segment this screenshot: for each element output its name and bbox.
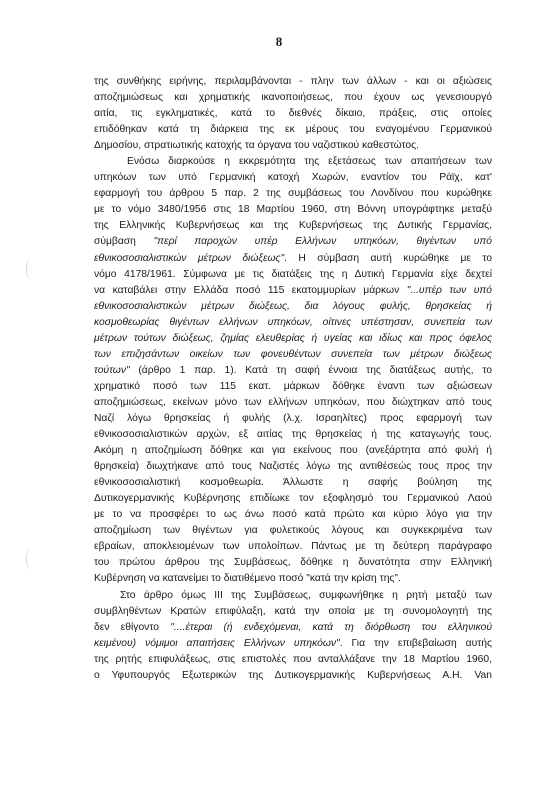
text-line [94,668,492,684]
text-segment: Κυβέρνηση να κατανείμει το διατιθέμενο ποσό "κατά την κρίση της". [94,573,401,585]
text-segment: να καταβάλει στην Ελλάδα ποσό 115 εκατομμυρίων μάρκων [94,284,407,296]
text-line [94,154,492,170]
text-line [94,218,492,234]
text-segment: Ακόμη η αποζημίωση δόθηκε και για εκείνους που (ανεξάρτητα από φυλή ή [94,445,492,457]
text-line [94,331,492,347]
text-line [94,427,492,443]
text-segment: Ενόσω διαρκούσε η εκκρεμότητα της εξετάσεως των απαιτήσεων των [127,156,492,168]
italic-quote-segment: μέτρων τούτων διώξεως, ζημίας ελευθερίας ή υγείας και ιδίως και προς όφελος [94,332,492,344]
body-text [94,74,492,684]
text-segment: αποζημιώσεως, εκείνων μόνο των ελλήνων υπηκόων, που διώχτηκαν από τους [94,396,492,408]
binder-hole-mark [26,258,37,280]
italic-quote-segment: των επιζησάντων οικείων των φονευθέντων συνεπεία των μέτρων διώξεως [94,348,492,360]
text-segment: συμβληθέντων Κρατών επιφύλαξη, κατά την οποία με τη συνομολογητή της [94,605,492,617]
text-line [94,315,492,331]
text-segment: (άρθρο 1 παρ. 1). Κατά τη σαφή έννοια της διατάξεως αυτής, το [129,364,492,376]
text-line [94,283,492,299]
italic-quote-segment: "....έτεραι (ή ενδεχόμεναι, κατά τη διόρθωση του ελληνικού [170,621,492,633]
text-line [94,106,492,122]
text-segment: αιτία, τις εγκληματικές, κατά το διεθνές δίκαιο, πράξεις, στις οποίες [94,108,492,120]
text-segment: ο Υφυπουργός Εξωτερικών της Δυτικογερμανικής Κυβερνήσεως Α.Η. Van [94,669,492,681]
text-line [94,604,492,620]
text-segment: υπηκόων των υπό Γερμανική κατοχή Χωρών, εναντίον του Ράϊχ, κατ' [94,172,492,184]
text-segment: με το να προσφέρει το ως άνω ποσό κατά πρώτο και κύριο λόγο για την [94,509,492,521]
text-line [94,379,492,395]
text-segment: εθνικοσοσιαλιστικών αρχών, εξ αιτίας της θρησκείας ή της καταγωγής τους. [94,429,492,441]
text-line [94,491,492,507]
text-segment: θρησκεία) διωχτήκανε από τους Ναζιστές λόγω της αντιθέσεώς τους προς την [94,461,492,473]
text-line [94,555,492,571]
text-line [94,459,492,475]
italic-quote-segment: κοσμοθεωρίας θιγέντων ελλήνων υπηκόων, οίτινες υπέστησαν, συνεπεία των [94,316,492,328]
text-segment: νόμο 4178/1961. Σύμφωνα με τις διατάξεις της η Δυτική Γερμανία είχε δεχτεί [94,268,492,280]
text-line [94,299,492,315]
text-line [94,122,492,138]
text-segment: αποζημίωση των θιγέντων για φυλετικούς λόγους και συγκεκριμένα των [94,525,492,537]
text-line [94,571,492,587]
text-line [94,170,492,186]
text-segment: της ρητής επιφυλάξεως, στις επιστολές που ανταλλάξανε την 18 Μαρτίου 1960, [94,653,492,665]
text-segment: αποζημιώσεως και χρηματικής ικανοποιήσεως, που έχουν ως γενεσιουργό [94,92,492,104]
text-line [94,475,492,491]
text-segment: Ναζί λόγω θρησκείας ή φυλής (λ.χ. Ισραηλίτες) προς εφαρμογή των [94,412,492,424]
text-segment: σύμβαση [94,236,154,248]
italic-quote-segment: "περί παροχών υπέρ Ελλήνων υπηκόων, θιγέντων υπό [153,236,492,248]
text-segment: με το νόμο 3480/1956 στις 18 Μαρτίου 1960, στη Βόννη υπογράφτηκε μεταξύ [94,204,492,216]
text-line [94,74,492,90]
text-segment: . Για την επιβεβαίωση αυτής [339,637,492,649]
text-segment: της Ελληνικής Κυβερνήσεως και της Κυβερνήσεως της Δυτικής Γερμανίας, [94,220,492,232]
text-line [94,443,492,459]
italic-quote-segment: εθνικοσοσιαλιστικών μέτρων διώξεως" [94,252,285,264]
text-line [94,267,492,283]
text-segment: επιδόθηκαν κατά τη διάρκεια της εκ μέρους του εναγομένου Γερμανικού [94,124,492,136]
text-segment: του πρώτου άρθρου της Συμβάσεως, δόθηκε η δυνατότητα στην Ελληνική [94,557,492,569]
text-line [94,347,492,363]
text-line [94,138,492,154]
text-line [94,251,492,267]
italic-quote-segment: "...υπέρ των υπό [406,284,492,296]
text-segment: . Η σύμβαση αυτή κυρώθηκε με το [284,252,492,264]
text-segment: εβραίων, αποκλειομένων των υπολοίπων. Πάντως με τη δεύτερη παράγραφο [94,541,492,553]
binder-hole-mark [26,548,37,570]
text-segment: χρηματικό ποσό των 115 εκατ. μάρκων δόθηκε έναντι των αξιώσεων [94,380,492,392]
text-line [94,363,492,379]
text-line [94,652,492,668]
text-line [94,539,492,555]
text-line [94,620,492,636]
italic-quote-segment: τούτων" [94,364,130,376]
text-line [94,90,492,106]
italic-quote-segment: κειμένου) νόμιμοι απαιτήσεις Ελλήνων υπηκόων" [94,637,340,649]
text-segment: Δυτικογερμανικής Κυβέρνησης επιδίωκε τον εξοφλησμό του Γερμανικού Λαού [94,493,492,505]
text-segment: Στο άρθρο όμως ΙΙΙ της Συμβάσεως, συμφωνήθηκε η ρητή μεταξύ των [120,589,492,601]
text-segment: εφαρμογή του άρθρου 5 παρ. 2 της συμβάσεως του Λονδίνου που κυρώθηκε [94,188,492,200]
text-segment: της συνθήκης ειρήνης, περιλαμβάνονται - πλην των άλλων - και οι αξιώσεις [94,76,492,87]
text-segment: δεν εθίγοντο [94,621,171,633]
text-line [94,636,492,652]
italic-quote-segment: εθνικοσοσιαλιστικών μέτρων διώξεως, δια λόγους φυλής, θρησκείας ή [94,300,492,312]
text-line [94,234,492,250]
text-line [94,395,492,411]
text-segment: Δημοσίου, στρατιωτικής κατοχής τα όργανα του ναζιστικού καθεστώτος. [94,140,419,152]
text-line [94,588,492,604]
text-line [94,507,492,523]
text-line [94,202,492,218]
text-segment: εθνικοσοσιαλιστική κοσμοθεωρία. Άλλωστε η σαφής βούληση της [94,477,492,489]
text-line [94,523,492,539]
text-line [94,186,492,202]
page-number: 8 [275,34,283,49]
text-line [94,411,492,427]
